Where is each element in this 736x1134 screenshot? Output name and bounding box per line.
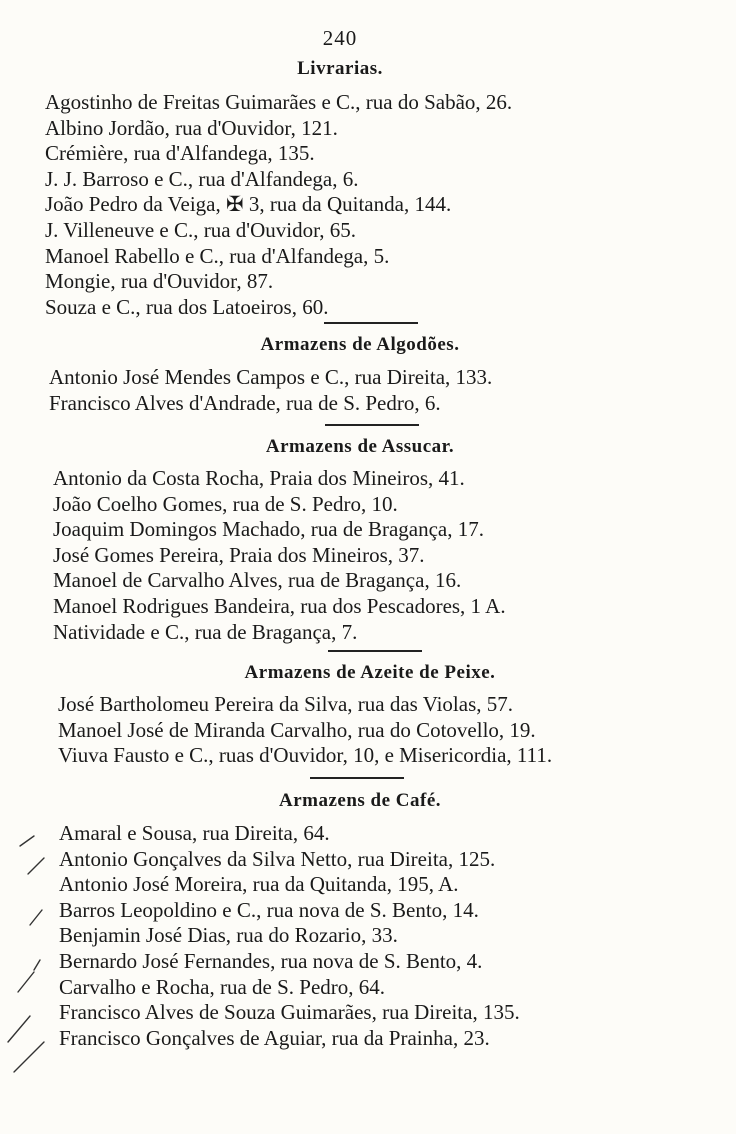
- list-item: João Pedro da Veiga, ✠ 3, rua da Quitanda, 144.: [45, 192, 452, 217]
- list-item: José Gomes Pereira, Praia dos Mineiros, 37.: [53, 542, 425, 567]
- section-divider: [310, 777, 404, 779]
- list-item: Joaquim Domingos Machado, rua de Bragança, 17.: [53, 517, 484, 542]
- section-title-cafe: Armazens de Café.: [278, 790, 442, 811]
- pencil-check-marks-icon: [0, 0, 60, 1134]
- list-item: Carvalho e Rocha, rua de S. Pedro, 64.: [59, 974, 386, 999]
- section-divider: [324, 322, 418, 324]
- list-item: Antonio Gonçalves da Silva Netto, rua Direita, 125.: [59, 846, 496, 871]
- entries-cafe: [0, 821, 736, 1051]
- list-item: Benjamin José Dias, rua do Rozario, 33.: [59, 923, 398, 948]
- list-item: Francisco Alves de Souza Guimarães, rua Direita, 135.: [59, 1000, 520, 1025]
- list-item: Antonio José Moreira, rua da Quitanda, 195, A.: [59, 872, 459, 897]
- list-item: Natividade e C., rua de Bragança, 7.: [53, 619, 358, 644]
- list-item: Albino Jordão, rua d'Ouvidor, 121.: [45, 115, 338, 140]
- section-divider: [325, 424, 419, 426]
- list-item: Francisco Alves d'Andrade, rua de S. Pedro, 6.: [49, 390, 441, 415]
- list-item: José Bartholomeu Pereira da Silva, rua das Violas, 57.: [58, 692, 514, 716]
- list-item: Manoel de Carvalho Alves, rua de Bragança, 16.: [53, 568, 462, 593]
- list-item: Manoel Rodrigues Bandeira, rua dos Pescadores, 1 A.: [53, 593, 506, 618]
- list-item: Bernardo José Fernandes, rua nova de S. Bento, 4.: [59, 948, 483, 973]
- list-item: Francisco Gonçalves de Aguiar, rua da Prainha, 23.: [59, 1025, 490, 1050]
- list-item: Barros Leopoldino e C., rua nova de S. Bento, 14.: [59, 897, 479, 922]
- list-item: J. J. Barroso e C., rua d'Alfandega, 6.: [45, 166, 359, 191]
- list-item: Souza e C., rua dos Latoeiros, 60.: [45, 294, 329, 319]
- section-title-livrarias: Livrarias.: [297, 58, 383, 79]
- list-item: Mongie, rua d'Ouvidor, 87.: [45, 269, 274, 294]
- section-title-assucar: Armazens de Assucar.: [265, 436, 455, 457]
- list-item: J. Villeneuve e C., rua d'Ouvidor, 65.: [45, 217, 356, 242]
- entries-assucar: [0, 466, 736, 645]
- list-item: Amaral e Sousa, rua Direita, 64.: [59, 821, 330, 845]
- section-title-algodoes: Armazens de Algodões.: [260, 334, 460, 355]
- page-number: 240: [322, 26, 358, 50]
- section-title-azeite: Armazens de Azeite de Peixe.: [244, 662, 496, 683]
- list-item: João Coelho Gomes, rua de S. Pedro, 10.: [53, 491, 398, 516]
- list-item: Agostinho de Freitas Guimarães e C., rua do Sabão, 26.: [45, 90, 513, 114]
- list-item: Antonio José Mendes Campos e C., rua Direita, 133.: [49, 365, 493, 389]
- list-item: Crémière, rua d'Alfandega, 135.: [45, 141, 315, 166]
- entries-livrarias: [0, 90, 736, 320]
- list-item: Viuva Fausto e C., ruas d'Ouvidor, 10, e Misericordia, 111.: [58, 743, 553, 768]
- list-item: Antonio da Costa Rocha, Praia dos Mineiros, 41.: [53, 466, 465, 490]
- entries-algodoes: [0, 365, 736, 416]
- list-item: Manoel Rabello e C., rua d'Alfandega, 5.: [45, 243, 390, 268]
- section-divider: [328, 650, 422, 652]
- entries-azeite: [0, 692, 736, 769]
- list-item: Manoel José de Miranda Carvalho, rua do Cotovello, 19.: [58, 717, 536, 742]
